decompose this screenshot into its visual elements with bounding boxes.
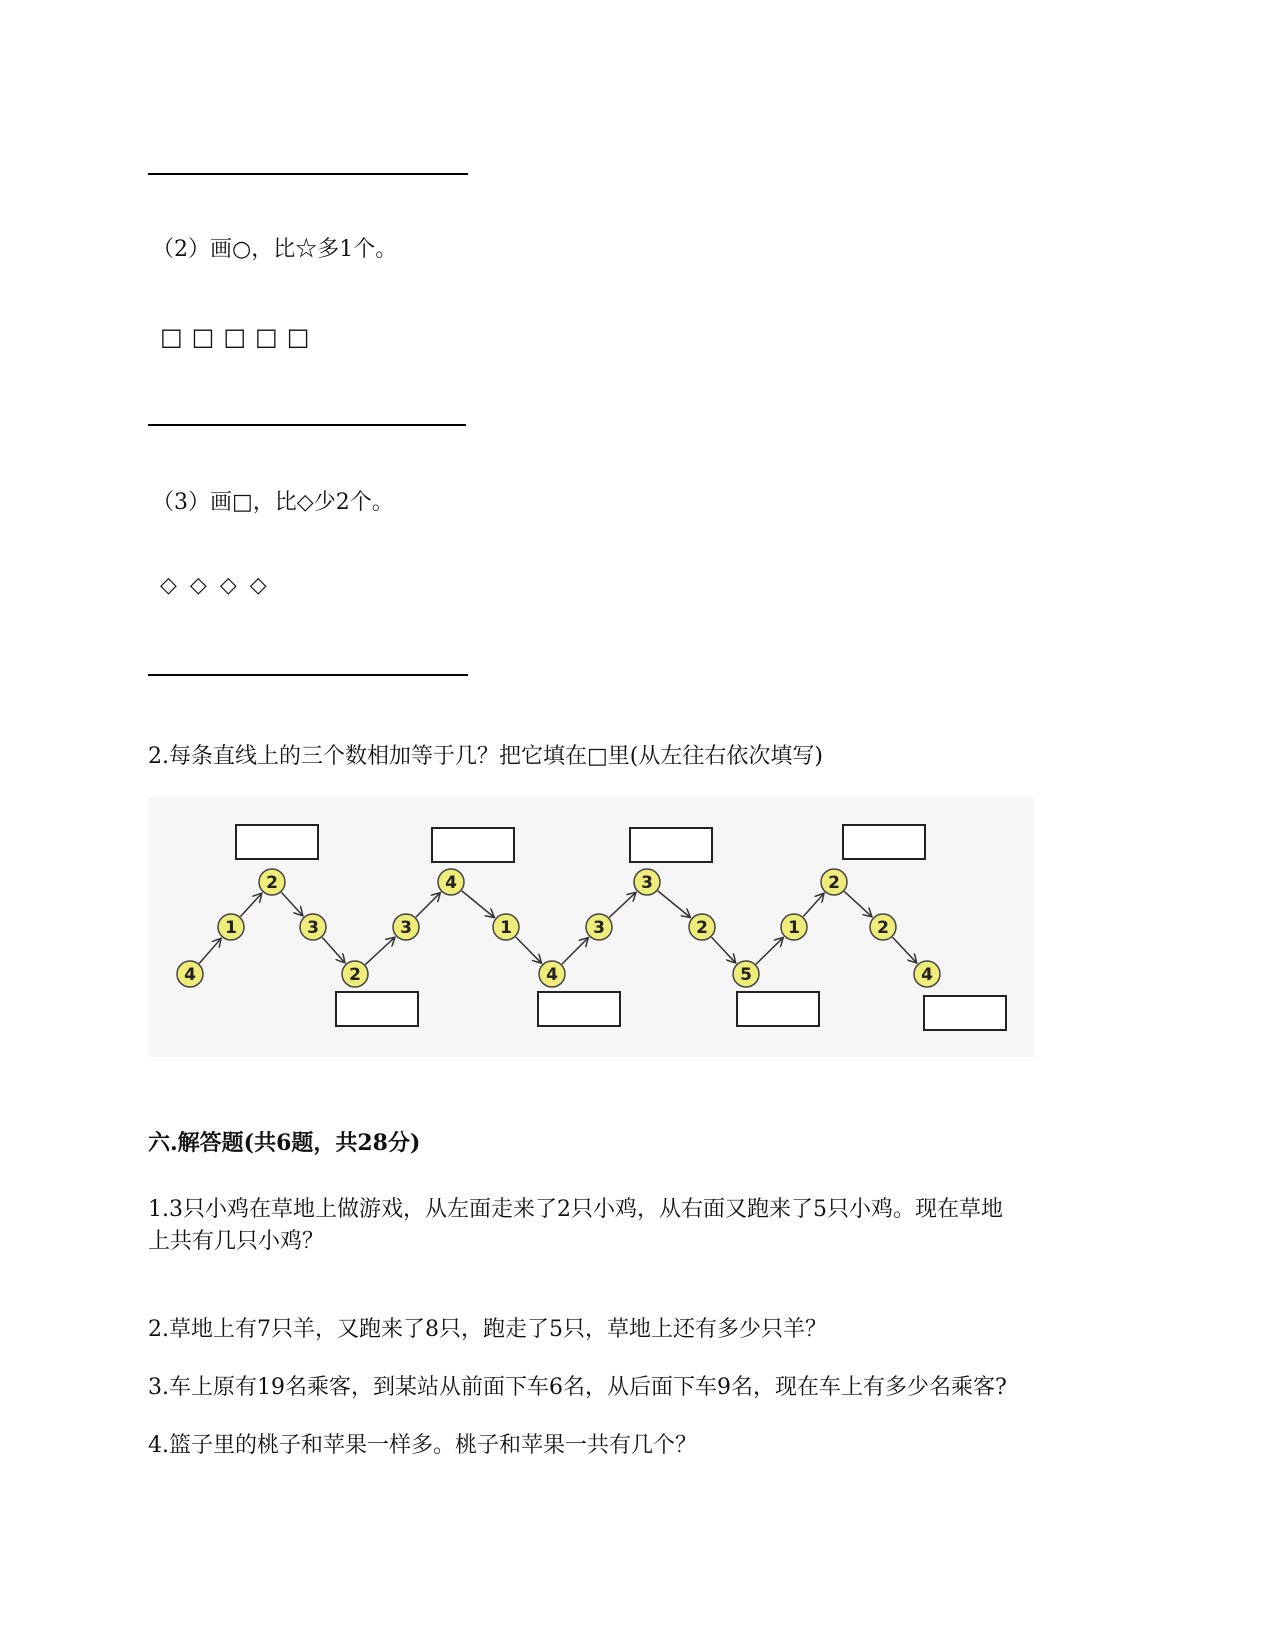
number-node	[914, 961, 940, 987]
arrow-edge	[516, 937, 541, 963]
arrow-edge	[893, 937, 916, 962]
number-node	[438, 869, 464, 895]
arrow-edge	[562, 938, 588, 964]
node-label: 1	[225, 918, 237, 938]
number-node	[393, 914, 419, 940]
arrow-edge	[199, 939, 220, 963]
number-node	[586, 914, 612, 940]
number-node	[539, 961, 565, 987]
answer-box[interactable]	[538, 992, 620, 1026]
number-node	[259, 869, 285, 895]
q2-text: 2.每条直线上的三个数相加等于几？把它填在□里(从左往右依次填写)	[148, 744, 823, 769]
node-label: 1	[500, 918, 512, 938]
node-label: 4	[445, 873, 457, 893]
number-node	[493, 914, 519, 940]
number-node	[689, 914, 715, 940]
arrow-edge	[416, 893, 440, 917]
number-node	[342, 961, 368, 987]
answer-line-2	[148, 424, 466, 426]
zigzag-svg	[148, 797, 1034, 1057]
answer-box[interactable]	[336, 992, 418, 1026]
number-node	[300, 914, 326, 940]
s6-q3: 3.车上原有19名乘客，到某站从前面下车6名，从后面下车9名，现在车上有多少名乘客?	[148, 1375, 1007, 1400]
diamond-row: ◇◇◇◇	[160, 573, 280, 598]
node-label: 2	[696, 918, 708, 938]
number-node	[821, 869, 847, 895]
arrow-edge	[712, 937, 735, 962]
number-node	[870, 914, 896, 940]
number-node	[634, 869, 660, 895]
arrow-edge	[756, 938, 783, 964]
arrow-edge	[658, 891, 690, 917]
answer-box[interactable]	[843, 825, 925, 859]
node-label: 3	[641, 873, 653, 893]
s6-q4: 4.篮子里的桃子和苹果一样多。桃子和苹果一共有几个？	[148, 1433, 697, 1458]
square-row: □□□□□	[160, 323, 319, 351]
node-label: 2	[266, 873, 278, 893]
s6-q1-line2: 上共有几只小鸡？	[148, 1229, 325, 1254]
arrow-edge	[462, 891, 494, 917]
answer-box[interactable]	[432, 828, 514, 862]
arrow-edge	[803, 894, 823, 917]
answer-box[interactable]	[924, 996, 1006, 1030]
node-label: 2	[349, 965, 361, 985]
node-label: 5	[740, 965, 752, 985]
node-label: 4	[546, 965, 558, 985]
s6-q1-line1: 1.3只小鸡在草地上做游戏，从左面走来了2只小鸡，从右面又跑来了5只小鸡。现在草地	[148, 1197, 1003, 1222]
answer-box[interactable]	[630, 828, 712, 862]
answer-box[interactable]	[236, 825, 318, 859]
node-label: 1	[788, 918, 800, 938]
number-node	[218, 914, 244, 940]
answer-line-3	[148, 674, 468, 676]
node-label: 3	[400, 918, 412, 938]
arrow-edge	[322, 937, 344, 962]
arrow-edge	[240, 894, 261, 917]
node-label: 2	[828, 873, 840, 893]
node-label: 4	[184, 965, 196, 985]
node-label: 2	[877, 918, 889, 938]
part-c-prompt: （3）画□，比◇少2个。	[152, 490, 394, 515]
zigzag-diagram	[148, 797, 1034, 1057]
s6-q2: 2.草地上有7只羊，又跑来了8只，跑走了5只，草地上还有多少只羊？	[148, 1317, 827, 1342]
arrow-edge	[609, 893, 635, 917]
section-6-title: 六.解答题(共6题，共28分)	[148, 1130, 421, 1156]
answer-line-1	[148, 173, 468, 175]
answer-box[interactable]	[737, 992, 819, 1026]
number-node	[733, 961, 759, 987]
arrow-edge	[365, 938, 394, 965]
arrow-edge	[281, 892, 302, 915]
number-node	[177, 961, 203, 987]
node-label: 3	[307, 918, 319, 938]
node-label: 4	[921, 965, 933, 985]
arrow-edge	[844, 891, 871, 916]
node-label: 3	[593, 918, 605, 938]
number-node	[781, 914, 807, 940]
part-b-prompt: （2）画○，比☆多1个。	[152, 237, 398, 262]
